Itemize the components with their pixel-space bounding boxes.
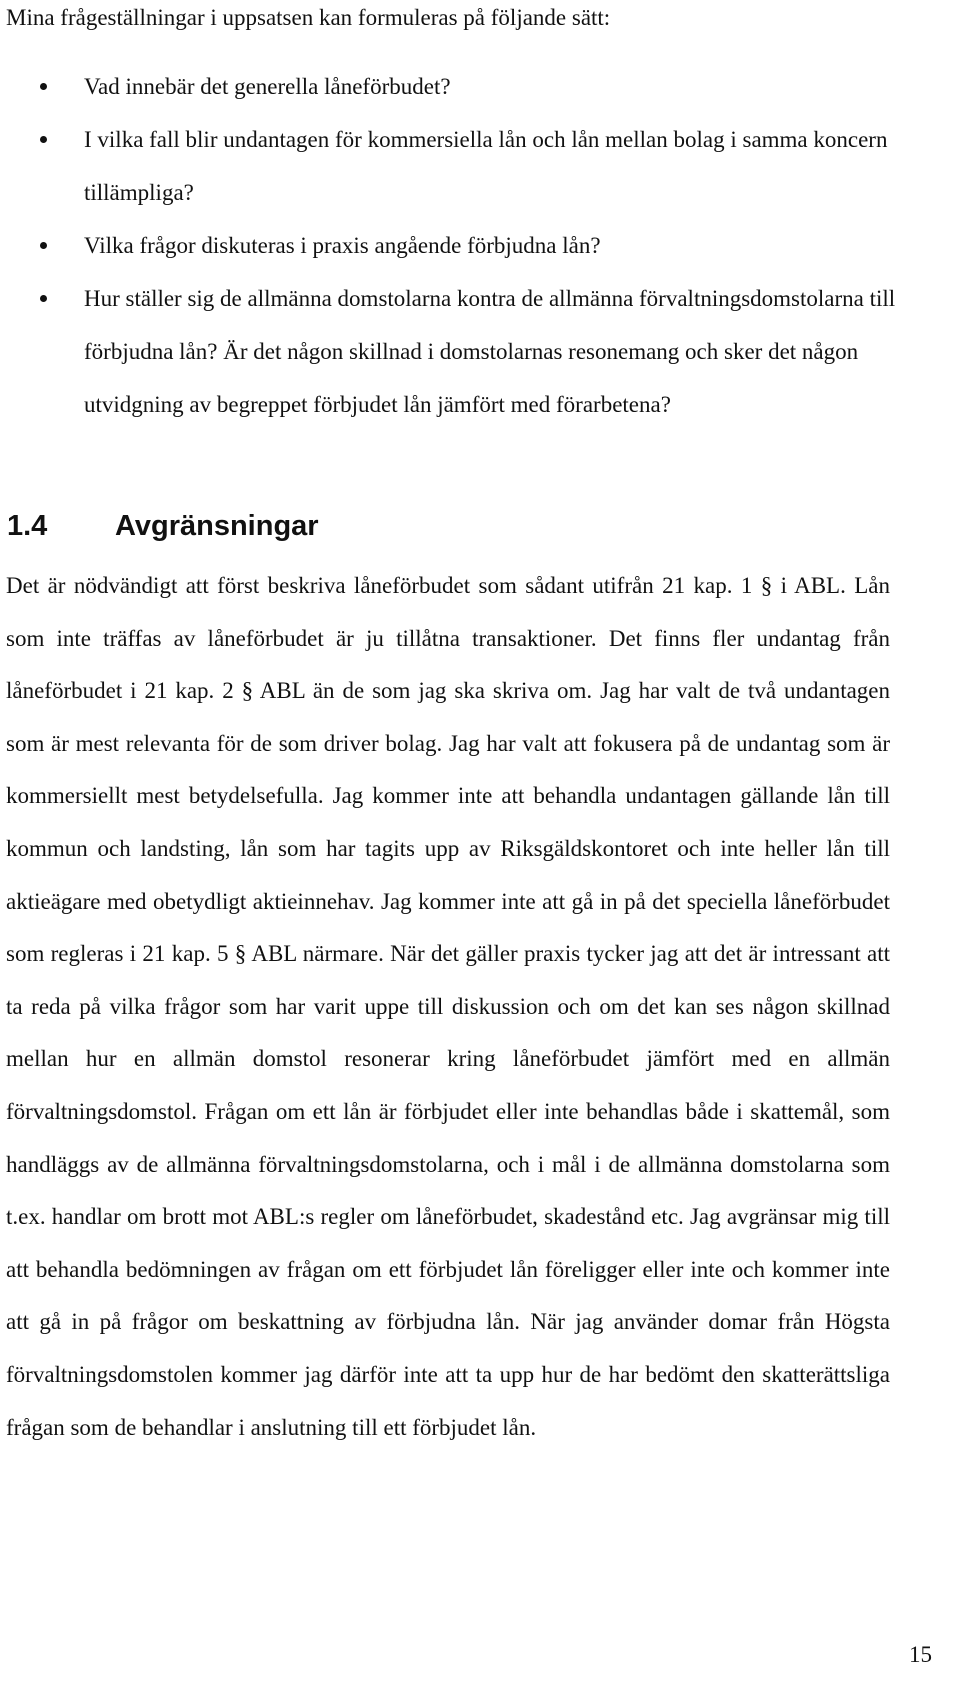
bullet-icon xyxy=(40,295,47,302)
section-number: 1.4 xyxy=(7,510,48,542)
question-item xyxy=(0,113,960,219)
body-paragraph: Det är nödvändigt att först beskriva låneförbudet som sådant utifrån 21 kap. 1 § i ABL. Lån som inte träffas av låneförbudet är ju tillåtna transaktioner. Det finns fler undantag från låneförbudet i 21 kap. 2 § ABL än de som jag ska skriva om. Jag har valt de två undantagen som är mest relevanta för de som driver bolag. Jag har valt att fokusera på de undantag som är kommersiellt mest betydelsefulla. Jag kommer inte att behandla undantagen gällande lån till kommun och landsting, lån som har tagits upp av Riksgäldskontoret och inte heller lån till aktieägare med obetydligt aktieinnehav. Jag kommer inte att gå in på det speciella låneförbudet som regleras i 21 kap. 5 § ABL närmare. När det gäller praxis tycker jag att det är intressant att ta reda på vilka frågor som har varit uppe till diskussion och om det kan ses någon skillnad mellan hur en allmän domstol resonerar kring låneförbudet jämfört med en allmän förvaltningsdomstol. Frågan om ett lån är förbjudet eller inte behandlas både i skattemål, som handläggs av de allmänna förvaltningsdomstolarna, och i mål i de allmänna domstolarna som t.ex. handlar om brott mot ABL:s regler om låneförbudet, skadestånd etc. Jag avgränsar mig till att behandla bedömningen av frågan om ett förbjudet lån föreligger eller inte och kommer inte att gå in på frågor om beskattning av förbjudna lån. När jag använder domar från Högsta förvaltningsdomstolen kommer jag därför inte att ta upp hur de har bedömt den skatterättsliga frågan som de behandlar i anslutning till ett förbjudet lån. xyxy=(6,573,890,1440)
question-text: Vilka frågor diskuteras i praxis angående förbjudna lån? xyxy=(84,233,601,258)
question-list xyxy=(0,60,960,431)
question-item xyxy=(0,60,960,113)
question-item xyxy=(0,272,960,431)
question-text: I vilka fall blir undantagen för kommersiella lån och lån mellan bolag i samma koncern tillämpliga? xyxy=(84,127,888,205)
section-heading xyxy=(7,506,319,546)
intro-text: Mina frågeställningar i uppsatsen kan formuleras på följande sätt: xyxy=(6,5,611,30)
section-title: Avgränsningar xyxy=(115,510,319,542)
question-item xyxy=(0,219,960,272)
bullet-icon xyxy=(40,83,47,90)
question-text: Vad innebär det generella låneförbudet? xyxy=(84,74,451,99)
question-text: Hur ställer sig de allmänna domstolarna kontra de allmänna förvaltningsdomstolarna till förbjudna lån? Är det någon skillnad i domstolarnas resonemang och sker det någon utvidgning av begreppet förbjudet lån jämfört med förarbetena? xyxy=(84,286,896,417)
bullet-icon xyxy=(40,136,47,143)
bullet-icon xyxy=(40,242,47,249)
page-number: 15 xyxy=(909,1642,932,1667)
